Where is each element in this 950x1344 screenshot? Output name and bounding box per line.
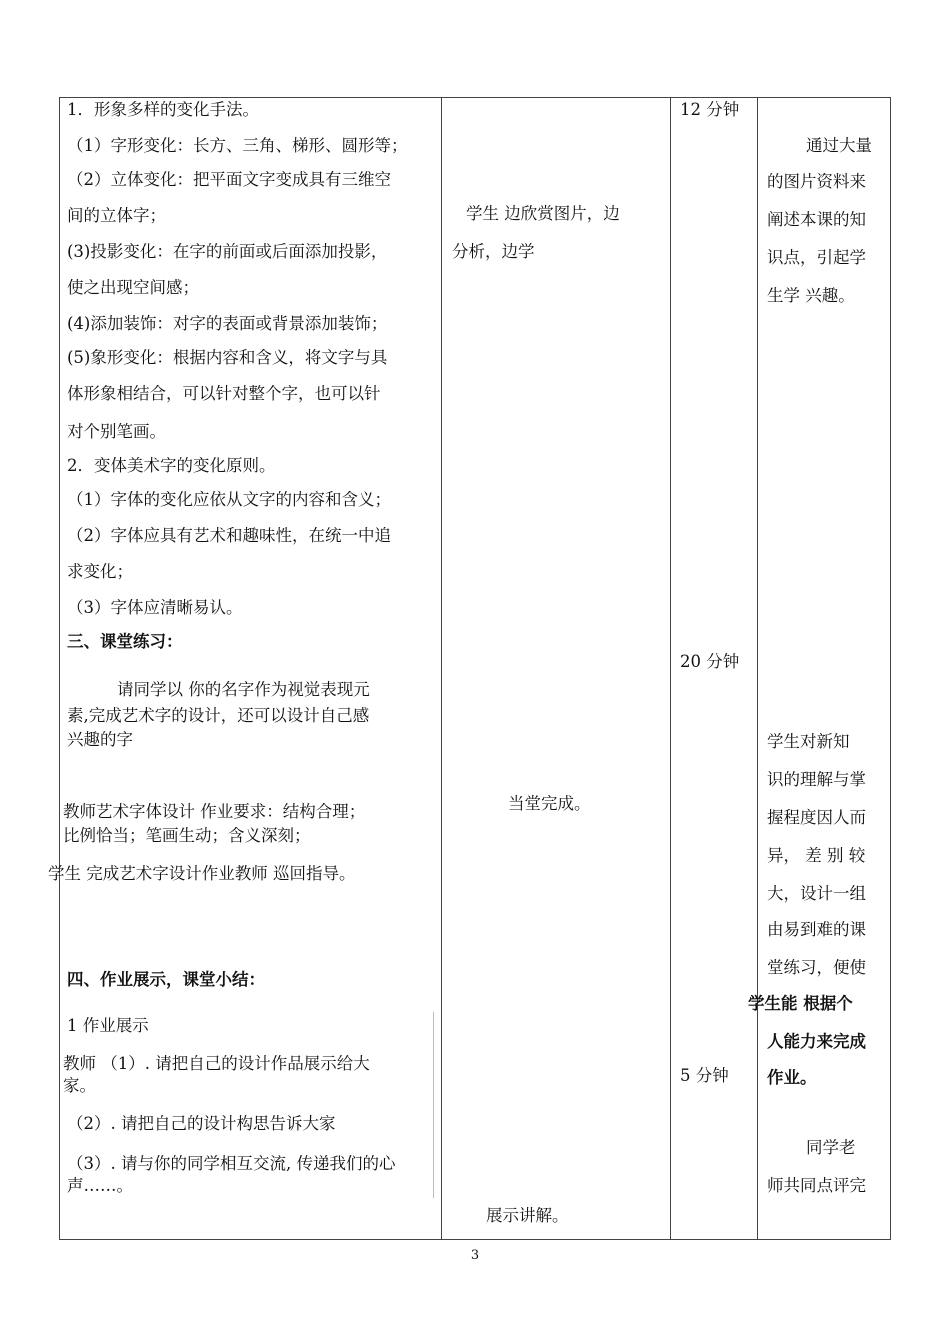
time-label: 12 分钟 bbox=[680, 100, 740, 119]
content-line: 求变化； bbox=[67, 562, 133, 581]
content-line: （2）立体变化：把平面文字变成具有三维空 bbox=[67, 170, 391, 189]
intent-line: 异， 差 别 较 bbox=[767, 846, 866, 865]
intent-line: 学生能 根据个 bbox=[748, 994, 853, 1013]
intent-line: 师共同点评完 bbox=[767, 1176, 866, 1195]
activity-line: 学生 边欣赏图片，边 bbox=[466, 204, 620, 223]
table-column-divider bbox=[757, 97, 758, 1240]
content-line: 1 作业展示 bbox=[67, 1016, 149, 1035]
page-number: 3 bbox=[470, 1248, 480, 1263]
content-line: 使之出现空间感； bbox=[67, 278, 199, 297]
intent-line: 人能力来完成 bbox=[767, 1032, 866, 1051]
content-line: （3）. 请与你的同学相互交流, 传递我们的心 bbox=[67, 1154, 396, 1173]
section-heading: 四、作业展示，课堂小结： bbox=[67, 970, 265, 989]
content-line: 声……。 bbox=[67, 1176, 133, 1195]
intent-line: 识的理解与掌 bbox=[767, 770, 866, 789]
content-line: （2）字体应具有艺术和趣味性，在统一中追 bbox=[67, 526, 391, 545]
intent-line: 的图片资料来 bbox=[767, 172, 866, 191]
intent-line: 作业。 bbox=[767, 1068, 817, 1087]
content-line: 教师艺术字体设计 作业要求：结构合理； bbox=[63, 802, 366, 821]
content-line: （3）字体应清晰易认。 bbox=[67, 598, 243, 617]
table-column-divider bbox=[670, 97, 671, 1240]
content-line: 素,完成艺术字的设计，还可以设计自己感 bbox=[67, 706, 370, 725]
intent-line: 识点，引起学 bbox=[767, 248, 866, 267]
content-line: 兴趣的字 bbox=[67, 730, 133, 749]
time-label: 20 分钟 bbox=[680, 652, 740, 671]
content-line: 请同学以 你的名字作为视觉表现元 bbox=[117, 680, 370, 699]
activity-line: 分析，边学 bbox=[452, 242, 535, 261]
intent-line: 通过大量 bbox=[806, 136, 872, 155]
time-label: 5 分钟 bbox=[680, 1066, 729, 1085]
content-line: （1）字形变化：长方、三角、梯形、圆形等； bbox=[67, 136, 408, 155]
content-line: 学生 完成艺术字设计作业教师 巡回指导。 bbox=[48, 864, 356, 883]
intent-line: 同学老 bbox=[806, 1138, 856, 1157]
intent-line: 学生对新知 bbox=[767, 732, 850, 751]
content-line: 对个别笔画。 bbox=[67, 422, 166, 441]
intent-line: 堂练习，便使 bbox=[767, 958, 866, 977]
intent-line: 握程度因人而 bbox=[767, 808, 866, 827]
content-line: 比例恰当；笔画生动；含义深刻； bbox=[63, 826, 311, 845]
content-line: (3)投影变化：在字的前面或后面添加投影， bbox=[67, 242, 388, 261]
content-line: 1．形象多样的变化手法。 bbox=[67, 100, 259, 119]
inner-box-edge bbox=[433, 1012, 434, 1198]
content-line: (4)添加装饰：对字的表面或背景添加装饰； bbox=[67, 314, 388, 333]
intent-line: 阐述本课的知 bbox=[767, 210, 866, 229]
activity-line: 展示讲解。 bbox=[486, 1206, 569, 1225]
activity-line: 当堂完成。 bbox=[508, 794, 591, 813]
intent-line: 由易到难的课 bbox=[767, 920, 866, 939]
content-line: （2）. 请把自己的设计构思告诉大家 bbox=[67, 1114, 336, 1133]
content-line: （1）字体的变化应依从文字的内容和含义； bbox=[67, 490, 391, 509]
content-line: 2．变体美术字的变化原则。 bbox=[67, 456, 276, 475]
content-line: 体形象相结合，可以针对整个字，也可以针 bbox=[67, 384, 381, 403]
content-line: 家。 bbox=[63, 1076, 96, 1095]
intent-line: 生学 兴趣。 bbox=[767, 286, 855, 305]
content-line: 间的立体字； bbox=[67, 206, 166, 225]
section-heading: 三、课堂练习： bbox=[67, 632, 183, 651]
table-column-divider bbox=[441, 97, 442, 1240]
content-line: 教师 （1）. 请把自己的设计作品展示给大 bbox=[63, 1054, 370, 1073]
content-line: (5)象形变化：根据内容和含义，将文字与具 bbox=[67, 348, 388, 367]
intent-line: 大，设计一组 bbox=[767, 884, 866, 903]
